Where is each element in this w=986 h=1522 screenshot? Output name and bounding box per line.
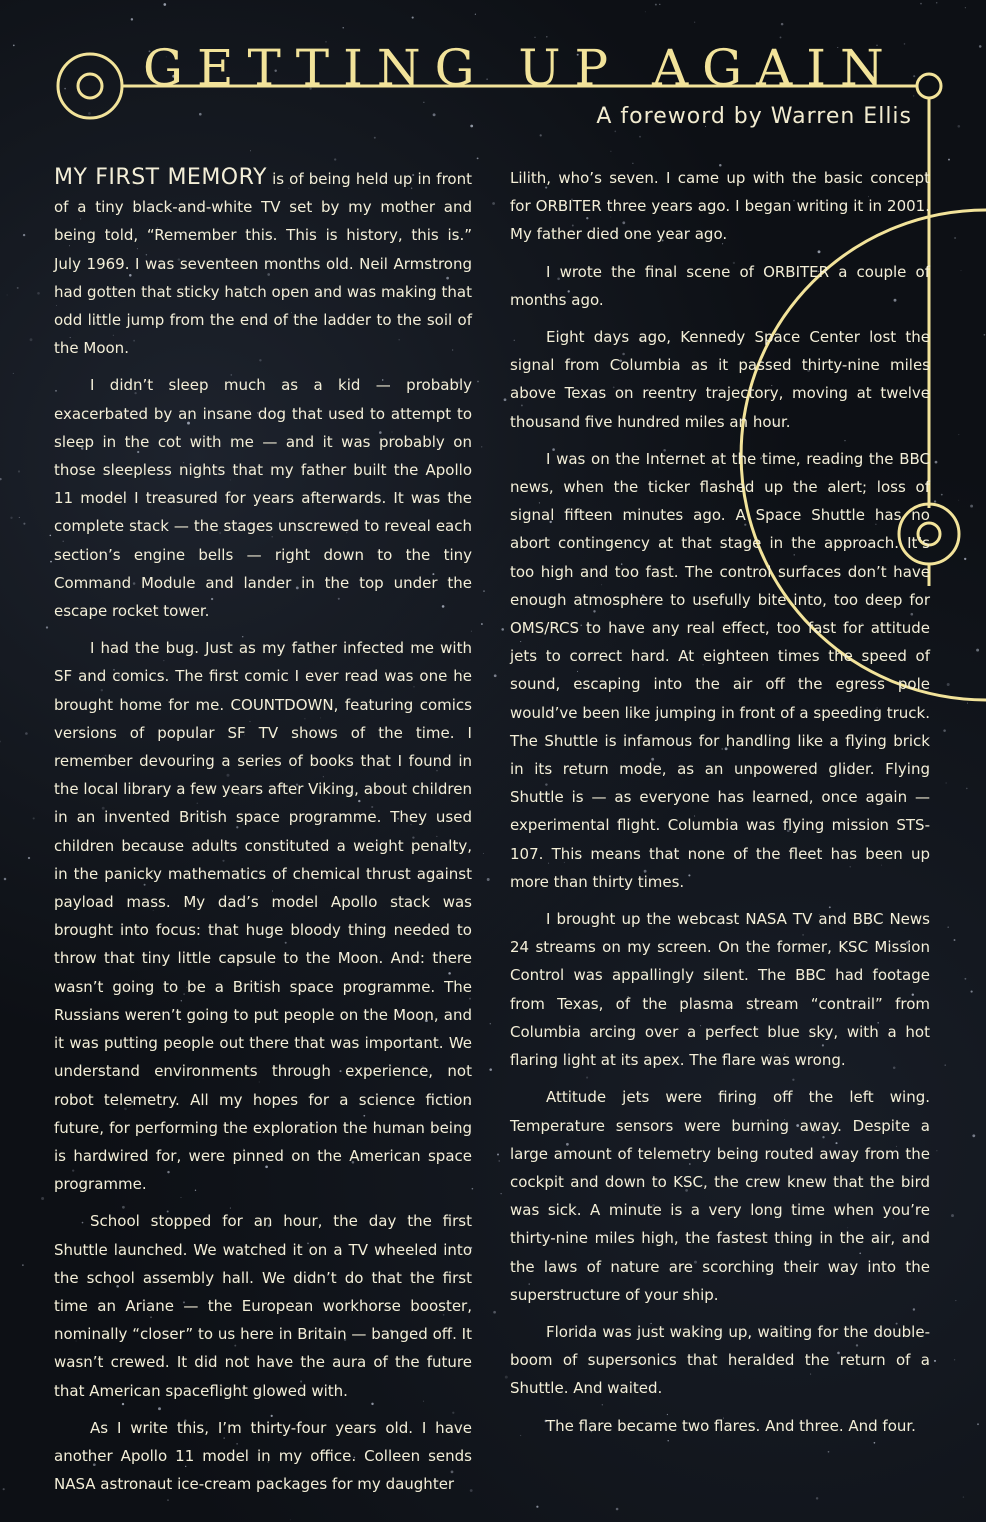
paragraph: As I write this, I’m thirty-four years old. I have another Apollo 11 model in my office. Colleen sends NASA astronaut ice-cream packages for my daughter [54,1418,472,1494]
paragraph: I brought up the webcast NASA TV and BBC News 24 streams on my screen. On the former, KSC Mission Control was appallingly silent. The BBC had footage from Texas, of the plasma stream “contrail” from Columbia arcing over a perfect blue sky, with a hot flaring light at its apex. The flare was wrong. [510,910,930,1070]
paragraph: I had the bug. Just as my father infected me with SF and comics. The first comic I ever read was one he brought home for me. COUNTDOWN, featuring comics versions of popular SF TV shows of the time. I remember devouring a series of books that I found in the local library a few years after Viking, about children in an invented British space programme. They used children because adults constituted a weight penalty, in the panicky mathematics of chemical thrust against payload mass. My dad’s model Apollo stack was brought into focus: that huge bloody thing needed to throw that tiny little capsule to the Moon. And: there wasn’t going to be a British space programme. The Russians weren’t going to put people on the Moon, and it was putting people out there that was important. We understand environments through experience, not robot telemetry. All my hopes for a science fiction future, for performing the exploration the human being is hardwired for, were pinned on the American space programme. [54,639,472,1194]
paragraph: Eight days ago, Kennedy Space Center lost the signal from Columbia as it passed thirty-nine miles above Texas on reentry trajectory, moving at twelve thousand five hundred miles an hour. [510,328,930,431]
right-column [510,164,930,1449]
page-title: GETTING UP AGAIN [143,39,898,97]
paragraph: I wrote the final scene of ORBITER a couple of months ago. [510,262,930,309]
page-subtitle: A foreword by Warren Ellis [596,104,912,129]
paragraph: I didn’t sleep much as a kid — probably exacerbated by an insane dog that used to attempt to sleep in the cot with me — and it was probably on those sleepless nights that my father built the Apollo 11 model I treasured for years afterwards. It was the complete stack — the stages unscrewed to reveal each section’s engine bells — right down to the tiny Command Module and lander in the top under the escape rocket tower. [54,376,472,621]
paragraph: Lilith, who’s seven. I came up with the basic concept for ORBITER three years ago. I began writing it in 2001. My father died one year ago. [510,169,930,244]
paragraph: School stopped for an hour, the day the first Shuttle launched. We watched it on a TV wheeled into the school assembly hall. We didn’t do that the first time an Ariane — the European workhorse booster, nominally “closer” to us here in Britain — banged off. It wasn’t crewed. It did not have the aura of the future that American spaceflight glowed with. [54,1212,472,1400]
lead-in: MY FIRST MEMORY [54,165,267,190]
paragraph: Attitude jets were firing off the left wing. Temperature sensors were burning away. Despite a large amount of telemetry being routed away from the cockpit and down to KSC, the crew knew that the bird was sick. A minute is a very long time when you’re thirty-nine miles high, the fastest thing in the air, and the laws of nature are scorching their way into the superstructure of your ship. [510,1088,930,1304]
paragraph: I was on the Internet at the time, reading the BBC news, when the ticker flashed up the alert; loss of signal fifteen minutes ago. A Space Shuttle has no abort contingency at that stage in the approach. It’s too high and too fast. The control surfaces don’t have enough atmosphere to usefully bite into, too deep for OMS/RCS to have any real effect, too fast for attitude jets to correct hard. At eighteen times the speed of sound, escaping into the air off the egress pole would’ve been like jumping in front of a speeding truck. The Shuttle is infamous for handling like a flying brick in its return mode, as an unpowered glider. Flying Shuttle is — as everyone has learned, once again — experimental flight. Columbia was flying mission STS-107. This means that none of the fleet has been up more than thirty times. [510,449,930,891]
paragraph: MY FIRST MEMORY is of being held up in front of a tiny black-and-white TV set by my mother and being told, “Remember this. This is history, this is.” July 1969. I was seventeen months old. Neil Armstrong had gotten that sticky hatch open and was making that odd little jump from the end of the ladder to the soil of the Moon. [54,165,472,358]
paragraph: Florida was just waking up, waiting for the double-boom of supersonics that heralded the return of a Shuttle. And waited. [510,1322,930,1398]
left-column [54,164,472,1507]
paragraph: The flare became two flares. And three. And four. [546,1416,916,1435]
orbit-ring-icon [917,74,941,98]
orbit-ring-icon [58,54,122,118]
